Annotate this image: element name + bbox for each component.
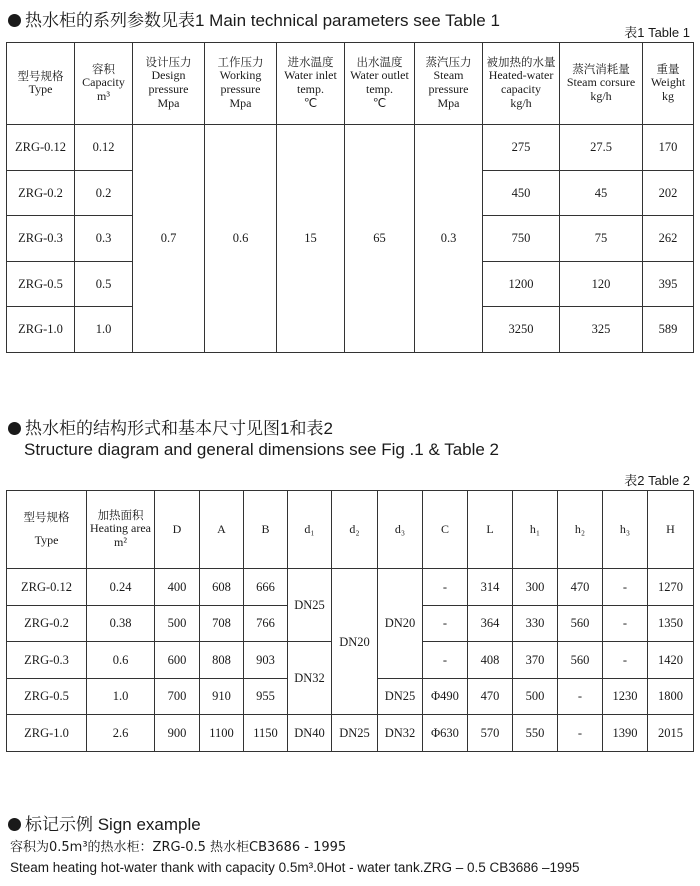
cell-A: 1100 (200, 715, 244, 752)
cell-heated: 3250 (483, 307, 560, 353)
cell-L: 314 (468, 569, 513, 606)
header-outlet-temp: 出水温度 Water outlet temp. ℃ (345, 43, 415, 125)
cell-weight: 395 (643, 261, 694, 307)
table-row (7, 125, 694, 171)
cell-H: 1800 (648, 678, 694, 715)
cell-h1: 370 (513, 642, 558, 679)
sign-example-en: Steam heating hot-water thank with capacity 0.5m³.0Hot - water tank.ZRG – 0.5 CB3686 –1995 (10, 860, 580, 875)
cell-h2: - (558, 678, 603, 715)
header-L: L (468, 491, 513, 569)
cell-weight: 262 (643, 216, 694, 262)
cell-h1: 330 (513, 605, 558, 642)
cell-capacity: 0.3 (75, 216, 133, 262)
cell-steam: 27.5 (560, 125, 643, 171)
header-type: 型号规格 Type (7, 491, 87, 569)
cell-H: 1270 (648, 569, 694, 606)
cell-C: Φ630 (423, 715, 468, 752)
cell-B: 955 (244, 678, 288, 715)
cell-h2: 470 (558, 569, 603, 606)
cell-outlet-temp: 65 (345, 125, 415, 353)
cell-h3: 1390 (603, 715, 648, 752)
cell-d2: DN20 (332, 569, 378, 715)
header-h1: h₁ (513, 491, 558, 569)
cell-d3: DN32 (378, 715, 423, 752)
header-steam-pressure: 蒸汽压力 Steam pressure Mpa (415, 43, 483, 125)
header-d3: d₃ (378, 491, 423, 569)
cell-steam-pressure: 0.3 (415, 125, 483, 353)
cell-d3: DN20 (378, 569, 423, 679)
table1-caption: 表1 Table 1 (624, 25, 690, 40)
cell-type: ZRG-0.2 (7, 170, 75, 216)
cell-inlet-temp: 15 (277, 125, 345, 353)
cell-D: 700 (155, 678, 200, 715)
table-row (7, 569, 694, 606)
dimensions-table (6, 490, 694, 752)
cell-area: 2.6 (87, 715, 155, 752)
cell-steam: 75 (560, 216, 643, 262)
cell-h1: 500 (513, 678, 558, 715)
cell-A: 608 (200, 569, 244, 606)
cell-h2: 560 (558, 642, 603, 679)
cell-d1: DN32 (288, 642, 332, 715)
cell-area: 1.0 (87, 678, 155, 715)
bullet-icon (8, 14, 21, 27)
cell-type: ZRG-0.5 (7, 261, 75, 307)
cell-H: 1350 (648, 605, 694, 642)
cell-h3: 1230 (603, 678, 648, 715)
header-H: H (648, 491, 694, 569)
cell-h3: - (603, 569, 648, 606)
cell-D: 400 (155, 569, 200, 606)
cell-type: ZRG-0.12 (7, 569, 87, 606)
cell-capacity: 0.12 (75, 125, 133, 171)
cell-B: 1150 (244, 715, 288, 752)
header-B: B (244, 491, 288, 569)
cell-type: ZRG-1.0 (7, 715, 87, 752)
cell-weight: 589 (643, 307, 694, 353)
cell-weight: 170 (643, 125, 694, 171)
cell-working-pressure: 0.6 (205, 125, 277, 353)
cell-heated: 750 (483, 216, 560, 262)
header-inlet-temp: 进水温度 Water inlet temp. ℃ (277, 43, 345, 125)
cell-B: 666 (244, 569, 288, 606)
cell-C: - (423, 642, 468, 679)
cell-L: 470 (468, 678, 513, 715)
table2-heading-en: Structure diagram and general dimensions see Fig .1 & Table 2 (24, 440, 500, 459)
cell-L: 364 (468, 605, 513, 642)
cell-A: 708 (200, 605, 244, 642)
cell-C: - (423, 569, 468, 606)
header-heating-area: 加热面积 Heating area m² (87, 491, 155, 569)
cell-area: 0.6 (87, 642, 155, 679)
cell-d1: DN25 (288, 569, 332, 642)
cell-d1: DN40 (288, 715, 332, 752)
header-design-pressure: 设计压力 Design pressure Mpa (133, 43, 205, 125)
sign-example-zh: 容积为0.5m³的热水柜：ZRG-0.5 热水柜CB3686 - 1995 (10, 840, 347, 855)
header-heated-water: 被加热的水量 Heated-water capacity kg/h (483, 43, 560, 125)
header-d1: d₁ (288, 491, 332, 569)
cell-steam: 120 (560, 261, 643, 307)
header-d2: d₂ (332, 491, 378, 569)
cell-C: Φ490 (423, 678, 468, 715)
table2-header-row (7, 491, 694, 569)
table2-heading-zh: 热水柜的结构形式和基本尺寸见图1和表2 (8, 414, 333, 439)
cell-type: ZRG-0.5 (7, 678, 87, 715)
cell-d3: DN25 (378, 678, 423, 715)
header-h3: h₃ (603, 491, 648, 569)
cell-d2: DN25 (332, 715, 378, 752)
bullet-icon (8, 818, 21, 831)
cell-D: 600 (155, 642, 200, 679)
cell-area: 0.24 (87, 569, 155, 606)
cell-type: ZRG-0.3 (7, 216, 75, 262)
header-type: 型号规格 Type (7, 43, 75, 125)
cell-H: 1420 (648, 642, 694, 679)
cell-D: 500 (155, 605, 200, 642)
header-C: C (423, 491, 468, 569)
cell-type: ZRG-1.0 (7, 307, 75, 353)
cell-L: 408 (468, 642, 513, 679)
cell-h1: 550 (513, 715, 558, 752)
cell-B: 766 (244, 605, 288, 642)
cell-type: ZRG-0.12 (7, 125, 75, 171)
header-D: D (155, 491, 200, 569)
header-steam-consumption: 蒸汽消耗量 Steam corsure kg/h (560, 43, 643, 125)
cell-H: 2015 (648, 715, 694, 752)
cell-heated: 275 (483, 125, 560, 171)
cell-design-pressure: 0.7 (133, 125, 205, 353)
cell-L: 570 (468, 715, 513, 752)
cell-heated: 450 (483, 170, 560, 216)
cell-h2: - (558, 715, 603, 752)
cell-A: 808 (200, 642, 244, 679)
parameters-table (6, 42, 694, 353)
bullet-icon (8, 422, 21, 435)
table-row (7, 715, 694, 752)
cell-steam: 45 (560, 170, 643, 216)
cell-capacity: 0.5 (75, 261, 133, 307)
cell-weight: 202 (643, 170, 694, 216)
cell-area: 0.38 (87, 605, 155, 642)
cell-B: 903 (244, 642, 288, 679)
cell-h1: 300 (513, 569, 558, 606)
cell-h2: 560 (558, 605, 603, 642)
header-working-pressure: 工作压力 Working pressure Mpa (205, 43, 277, 125)
header-capacity: 容积 Capacity m³ (75, 43, 133, 125)
table1-heading: 热水柜的系列参数见表1 Main technical parameters see Table 1 (8, 6, 500, 31)
table1-header-row (7, 43, 694, 125)
cell-C: - (423, 605, 468, 642)
cell-capacity: 0.2 (75, 170, 133, 216)
header-weight: 重量 Weight kg (643, 43, 694, 125)
cell-steam: 325 (560, 307, 643, 353)
cell-type: ZRG-0.2 (7, 605, 87, 642)
cell-heated: 1200 (483, 261, 560, 307)
cell-D: 900 (155, 715, 200, 752)
table2-caption: 表2 Table 2 (624, 473, 690, 488)
cell-h3: - (603, 642, 648, 679)
header-A: A (200, 491, 244, 569)
cell-h3: - (603, 605, 648, 642)
sign-example-heading: 标记示例 Sign example (8, 810, 201, 835)
cell-capacity: 1.0 (75, 307, 133, 353)
cell-type: ZRG-0.3 (7, 642, 87, 679)
header-h2: h₂ (558, 491, 603, 569)
cell-A: 910 (200, 678, 244, 715)
